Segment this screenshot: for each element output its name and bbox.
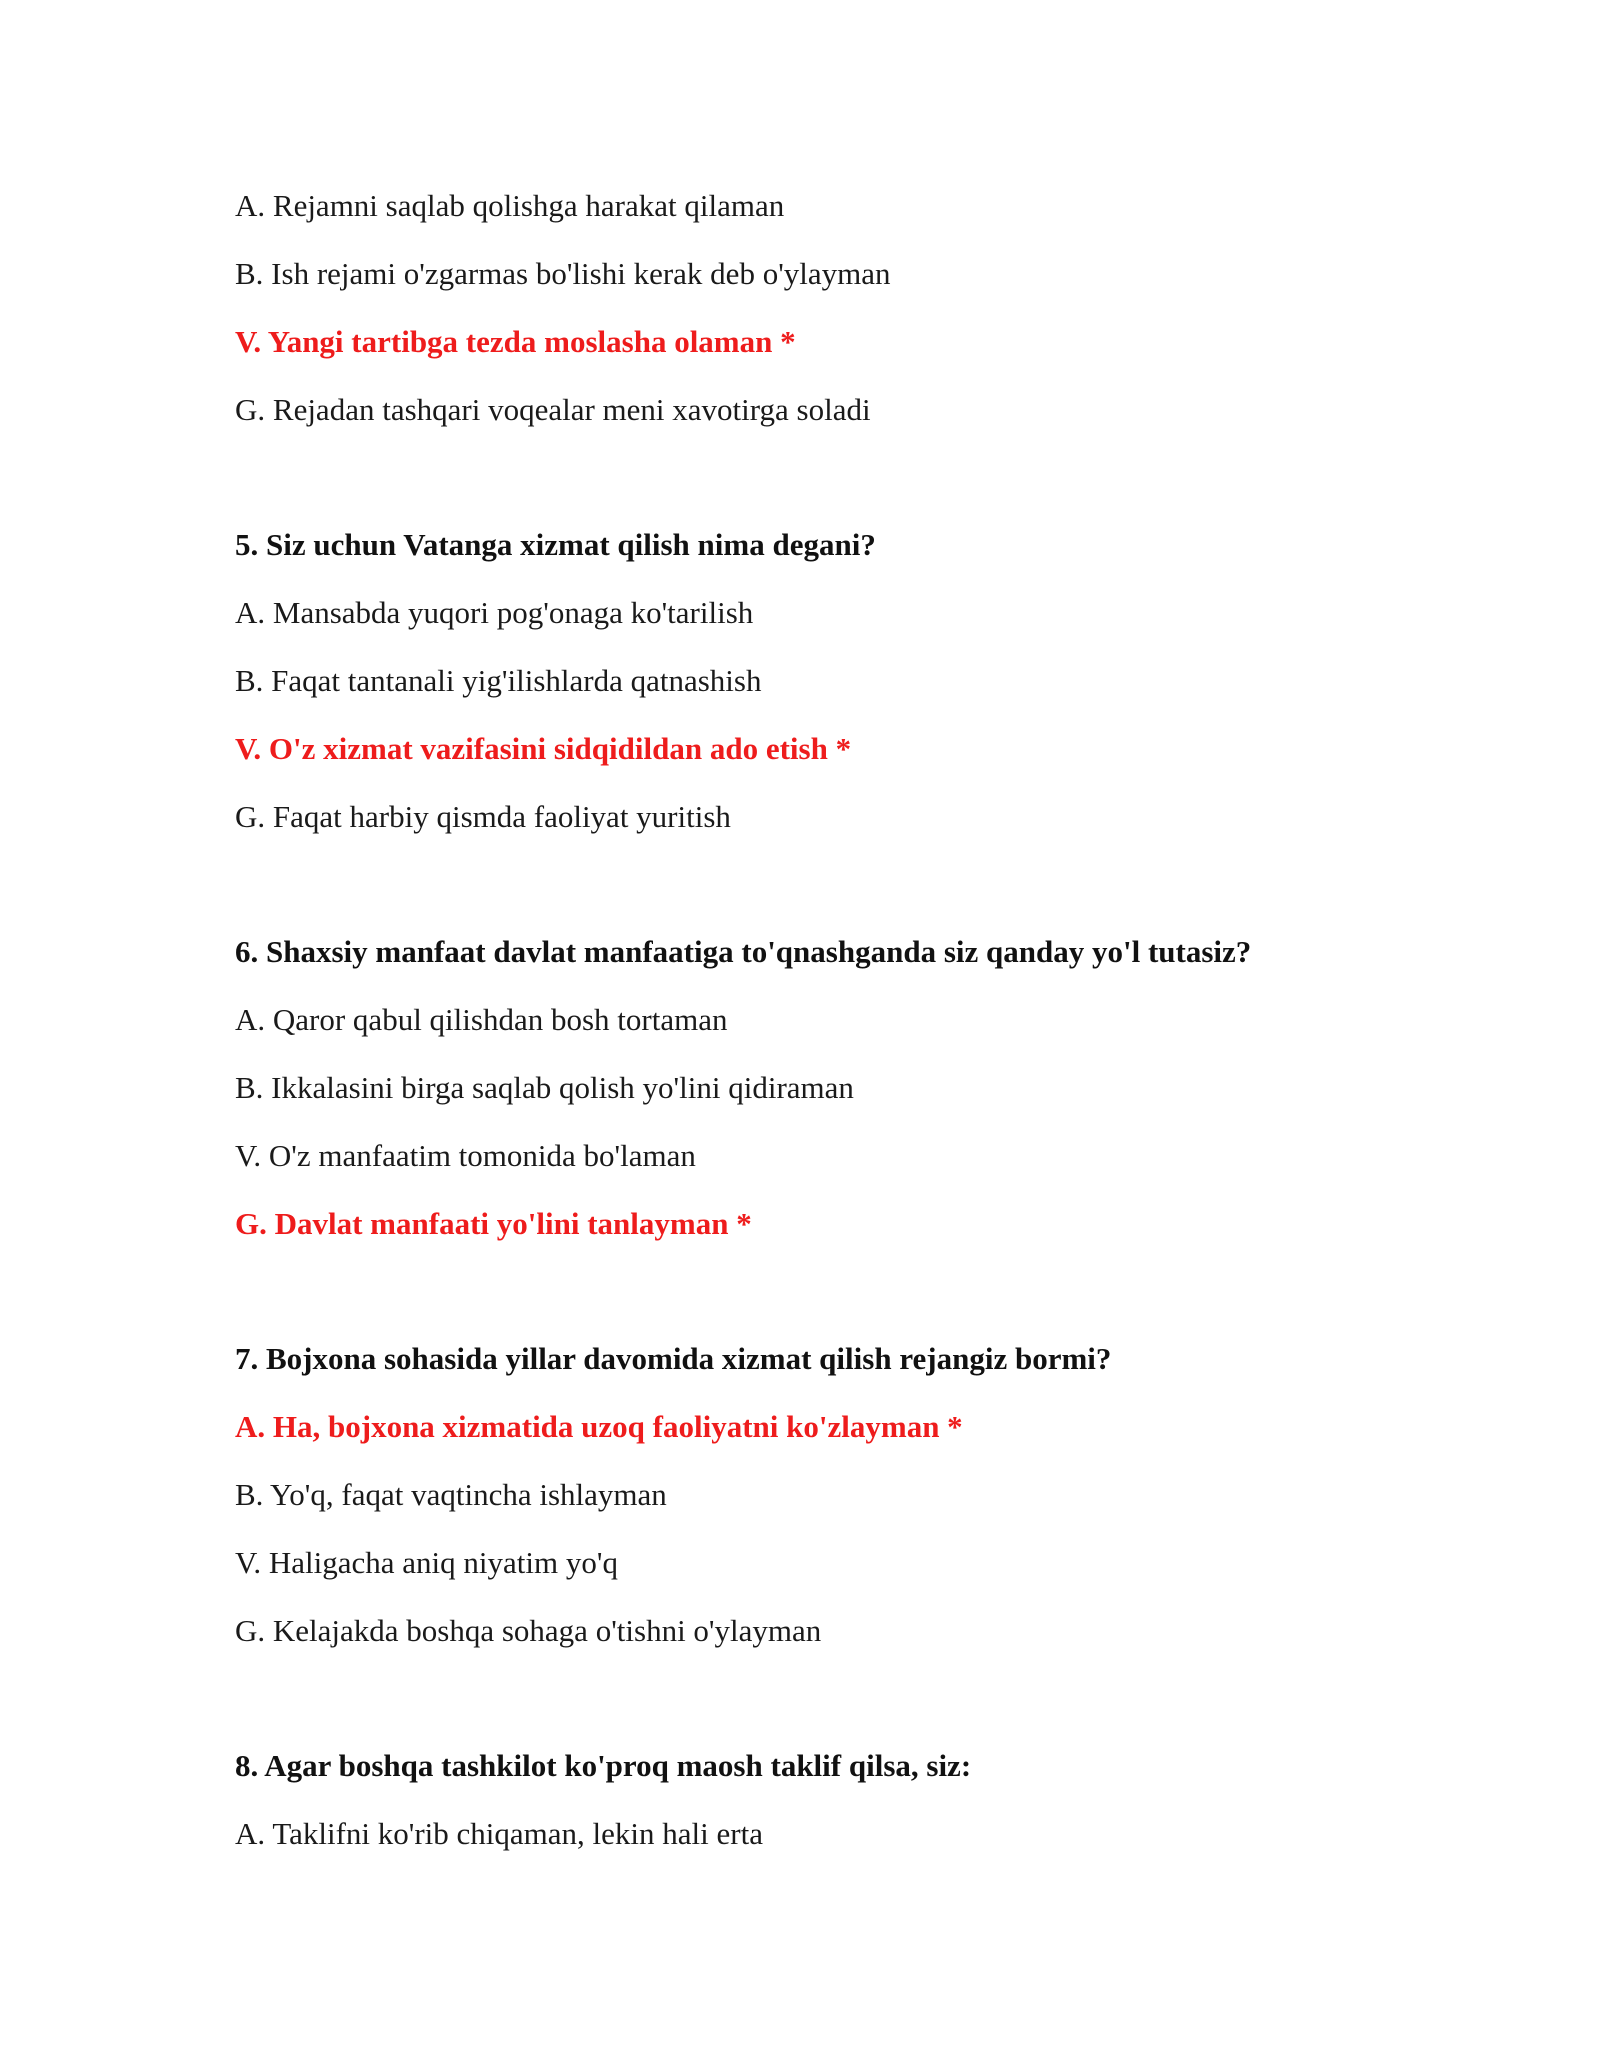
correct-answer-option: A. Ha, bojxona xizmatida uzoq faoliyatni ko'zlayman *	[235, 1409, 963, 1444]
answer-option: V. O'z manfaatim tomonida bo'laman	[235, 1138, 696, 1173]
question-heading: 6. Shaxsiy manfaat davlat manfaatiga to'qnashganda siz qanday yo'l tutasiz?	[235, 934, 1252, 969]
answer-option: B. Faqat tantanali yig'ilishlarda qatnashish	[235, 663, 762, 698]
answer-option: G. Faqat harbiy qismda faoliyat yuritish	[235, 799, 731, 834]
answer-option: V. Haligacha aniq niyatim yo'q	[235, 1545, 618, 1580]
question-heading: 8. Agar boshqa tashkilot ko'proq maosh taklif qilsa, siz:	[235, 1748, 972, 1783]
answer-option: A. Rejamni saqlab qolishga harakat qilaman	[235, 188, 785, 223]
answer-option: B. Yo'q, faqat vaqtincha ishlayman	[235, 1477, 667, 1512]
answer-option: A. Mansabda yuqori pog'onaga ko'tarilish	[235, 595, 754, 630]
answer-option: A. Qaror qabul qilishdan bosh tortaman	[235, 1002, 728, 1037]
answer-option: B. Ikkalasini birga saqlab qolish yo'lini qidiraman	[235, 1070, 854, 1105]
correct-answer-option: G. Davlat manfaati yo'lini tanlayman *	[235, 1206, 752, 1241]
answer-option: A. Taklifni ko'rib chiqaman, lekin hali erta	[235, 1816, 763, 1851]
answer-option: G. Rejadan tashqari voqealar meni xavotirga soladi	[235, 392, 871, 427]
answer-option: G. Kelajakda boshqa sohaga o'tishni o'ylayman	[235, 1613, 822, 1648]
answer-option: B. Ish rejami o'zgarmas bo'lishi kerak deb o'ylayman	[235, 256, 891, 291]
question-heading: 5. Siz uchun Vatanga xizmat qilish nima degani?	[235, 527, 876, 562]
correct-answer-option: V. Yangi tartibga tezda moslasha olaman *	[235, 324, 796, 359]
correct-answer-option: V. O'z xizmat vazifasini sidqidildan ado etish *	[235, 731, 852, 766]
question-heading: 7. Bojxona sohasida yillar davomida xizmat qilish rejangiz bormi?	[235, 1341, 1112, 1376]
